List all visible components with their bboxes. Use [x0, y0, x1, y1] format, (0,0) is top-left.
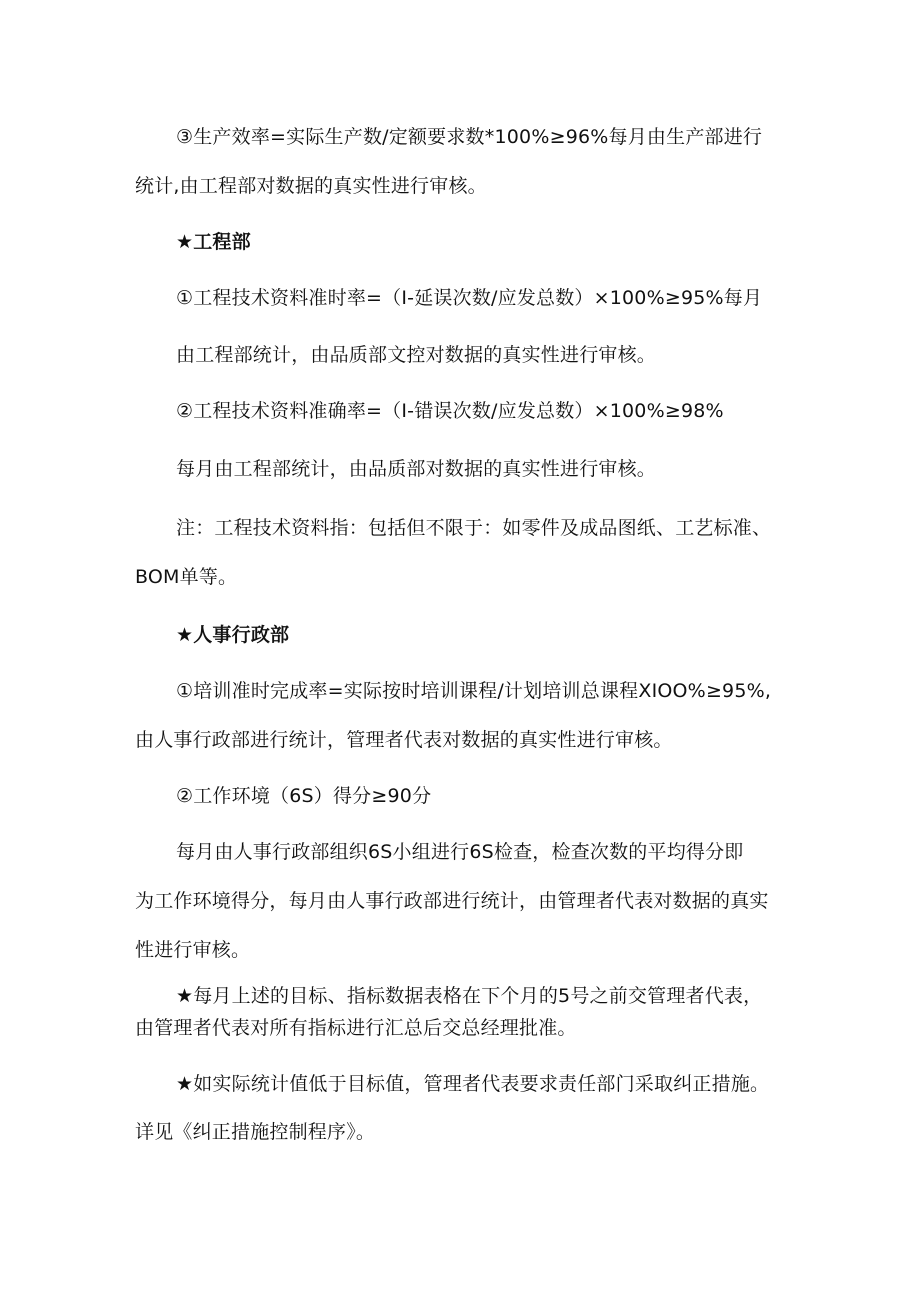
text-line: ②工程技术资料准确率=（I-错误次数/应发总数）×100%≥98% — [176, 400, 724, 422]
note-line: 注：工程技术资料指：包括但不限于：如零件及成品图纸、工艺标准、 — [176, 517, 772, 539]
text-line: 统计,由工程部对数据的真实性进行审核。 — [135, 175, 487, 197]
section-heading-engineering: ★工程部 — [176, 231, 251, 253]
text-line: 由管理者代表对所有指标进行汇总后交总经理批准。 — [135, 1017, 577, 1039]
text-line: 为工作环境得分，每月由人事行政部进行统计，由管理者代表对数据的真实 — [135, 890, 769, 912]
text-line: 每月由人事行政部组织6S小组进行6S检查，检查次数的平均得分即 — [176, 841, 744, 863]
text-line: ★如实际统计值低于目标值，管理者代表要求责任部门采取纠正措施。 — [176, 1073, 770, 1095]
text-line: ①工程技术资料准时率=（I-延误次数/应发总数）×100%≥95%每月 — [176, 287, 763, 309]
text-line: 由工程部统计，由品质部文控对数据的真实性进行审核。 — [176, 344, 657, 366]
text-line: 每月由工程部统计，由品质部对数据的真实性进行审核。 — [176, 458, 657, 480]
text-line: ★每月上述的目标、指标数据表格在下个月的5号之前交管理者代表， — [176, 985, 763, 1007]
text-line: 性进行审核。 — [135, 939, 251, 961]
text-line: ②工作环境（6S）得分≥90分 — [176, 785, 432, 807]
text-line: ①培训准时完成率=实际按时培训课程/计划培训总课程XIOO%≥95%, — [176, 680, 772, 702]
text-line: ③生产效率=实际生产数/定额要求数*100%≥96%每月由生产部进行 — [176, 126, 763, 148]
text-line: 由人事行政部进行统计，管理者代表对数据的真实性进行审核。 — [135, 729, 673, 751]
text-line: 详见《纠正措施控制程序》。 — [135, 1121, 376, 1143]
note-line: BOM单等。 — [135, 566, 238, 588]
section-heading-hr-admin: ★人事行政部 — [176, 624, 290, 646]
